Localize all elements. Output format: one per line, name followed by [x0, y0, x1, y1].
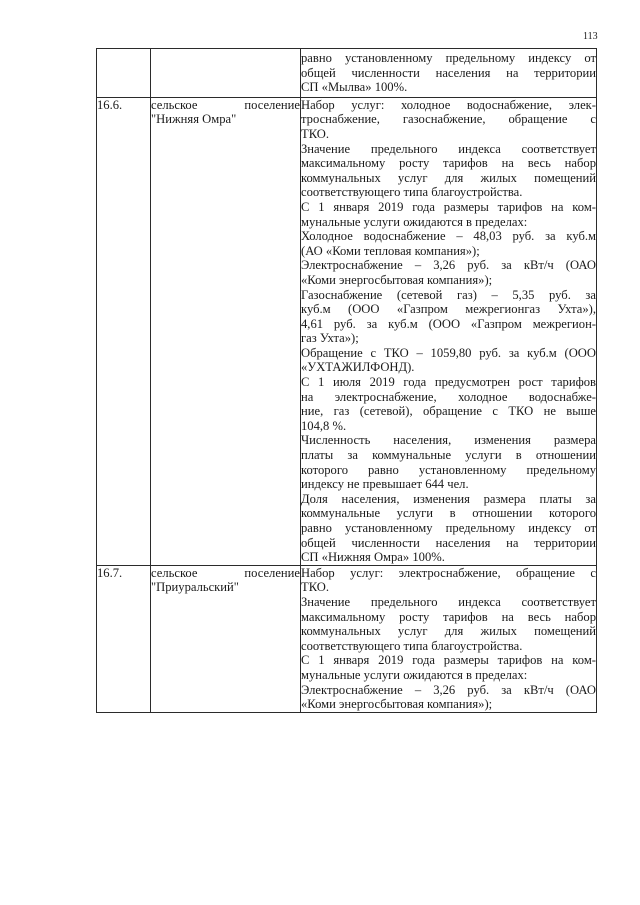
description-line: Электроснабжение – 3,26 руб. за кВт/ч (ОАО — [301, 258, 596, 273]
description-line: соответствующего типа благоустройства. — [301, 638, 523, 653]
row-number-cell — [97, 49, 151, 98]
settlement-name-cell — [151, 49, 301, 98]
description-line: троснабжение, газоснабжение, обращение с — [301, 112, 596, 127]
settlement-name-cell — [151, 565, 301, 712]
description-line: которого равно установленному предельному — [301, 462, 596, 477]
table-body — [97, 49, 597, 713]
description-line: Доля населения, изменения размера платы за — [301, 491, 596, 506]
description-line: общей численности населения на территории — [301, 535, 596, 550]
description-line: максимальному росту тарифов на весь набор — [301, 609, 596, 624]
row-number-cell: 16.6. — [97, 97, 151, 565]
description-line: (АО «Коми тепловая компания»); — [301, 243, 480, 258]
description-line: ТКО. — [301, 580, 330, 595]
description-line: 104,8 %. — [301, 418, 347, 433]
settlement-name-cell — [151, 97, 301, 565]
settlement-name-line: "Приуральский" — [151, 580, 239, 595]
page-number: 113 — [583, 31, 598, 42]
description-line: на электроснабжение, холодное водоснабже- — [301, 389, 596, 404]
description-line: соответствующего типа благоустройства. — [301, 185, 523, 200]
description-line: равно установленному предельному индексу от — [301, 51, 596, 65]
description-line: мунальные услуги ожидаются в пределах: — [301, 667, 528, 682]
description-cell — [301, 49, 597, 98]
description-cell — [301, 565, 597, 712]
description-line: ние, газ (сетевой), обращение с ТКО не выше — [301, 404, 596, 419]
description-line: куб.м (ООО «Газпром межрегионгаз Ухта»), — [301, 302, 596, 317]
table-row — [97, 49, 597, 98]
description-line: ТКО. — [301, 126, 330, 141]
description-line: Обращение с ТКО – 1059,80 руб. за куб.м (ООО — [301, 345, 596, 360]
description-line: 4,61 руб. за куб.м (ООО «Газпром межрегион- — [301, 316, 596, 331]
description-line: коммунальные услуги в отношении которого — [301, 506, 596, 521]
description-line: коммунальных услуг для жилых помещений — [301, 170, 596, 185]
description-line: Значение предельного индекса соответствует — [301, 594, 596, 609]
table-row — [97, 97, 597, 565]
description-line: С 1 января 2019 года размеры тарифов на ком- — [301, 199, 596, 214]
description-line: Холодное водоснабжение – 48,03 руб. за куб.м — [301, 229, 596, 244]
settlement-name-line: сельское поселение — [151, 97, 300, 112]
settlement-name-line: "Нижняя Омра" — [151, 112, 237, 127]
description-line: платы за коммунальные услуги в отношении — [301, 448, 596, 463]
description-line: индексу не превышает 644 чел. — [301, 477, 469, 492]
description-line: коммунальных услуг для жилых помещений — [301, 624, 596, 639]
description-line: «Коми энергосбытовая компания»); — [301, 272, 493, 287]
description-line: газ Ухта»); — [301, 331, 359, 346]
description-line: С 1 июля 2019 года предусмотрен рост тарифов — [301, 375, 596, 390]
description-line: Численность населения, изменения размера — [301, 433, 596, 448]
description-line: «Коми энергосбытовая компания»); — [301, 697, 493, 712]
settlement-name-line: сельское поселение — [151, 565, 300, 580]
description-line: СП «Нижняя Омра» 100%. — [301, 550, 445, 565]
description-line: Газоснабжение (сетевой газ) – 5,35 руб. за — [301, 287, 596, 302]
description-line: Электроснабжение – 3,26 руб. за кВт/ч (ОАО — [301, 682, 596, 697]
table-row — [97, 565, 597, 712]
row-number-cell: 16.7. — [97, 565, 151, 712]
description-line: равно установленному предельному индексу от — [301, 521, 596, 535]
description-line: мунальные услуги ожидаются в пределах: — [301, 214, 528, 229]
description-line: Набор услуг: холодное водоснабжение, элек- — [301, 97, 596, 112]
description-line: СП «Мылва» 100%. — [301, 80, 408, 95]
description-cell — [301, 97, 597, 565]
tariff-table — [96, 48, 597, 713]
description-line: С 1 января 2019 года размеры тарифов на ком- — [301, 653, 596, 668]
description-line: общей численности населения на территории — [301, 65, 596, 80]
description-line: Значение предельного индекса соответствует — [301, 141, 596, 156]
description-line: Набор услуг: электроснабжение, обращение с — [301, 565, 596, 580]
description-line: «УХТАЖИЛФОНД). — [301, 360, 415, 375]
description-line: максимальному росту тарифов на весь набор — [301, 156, 596, 171]
